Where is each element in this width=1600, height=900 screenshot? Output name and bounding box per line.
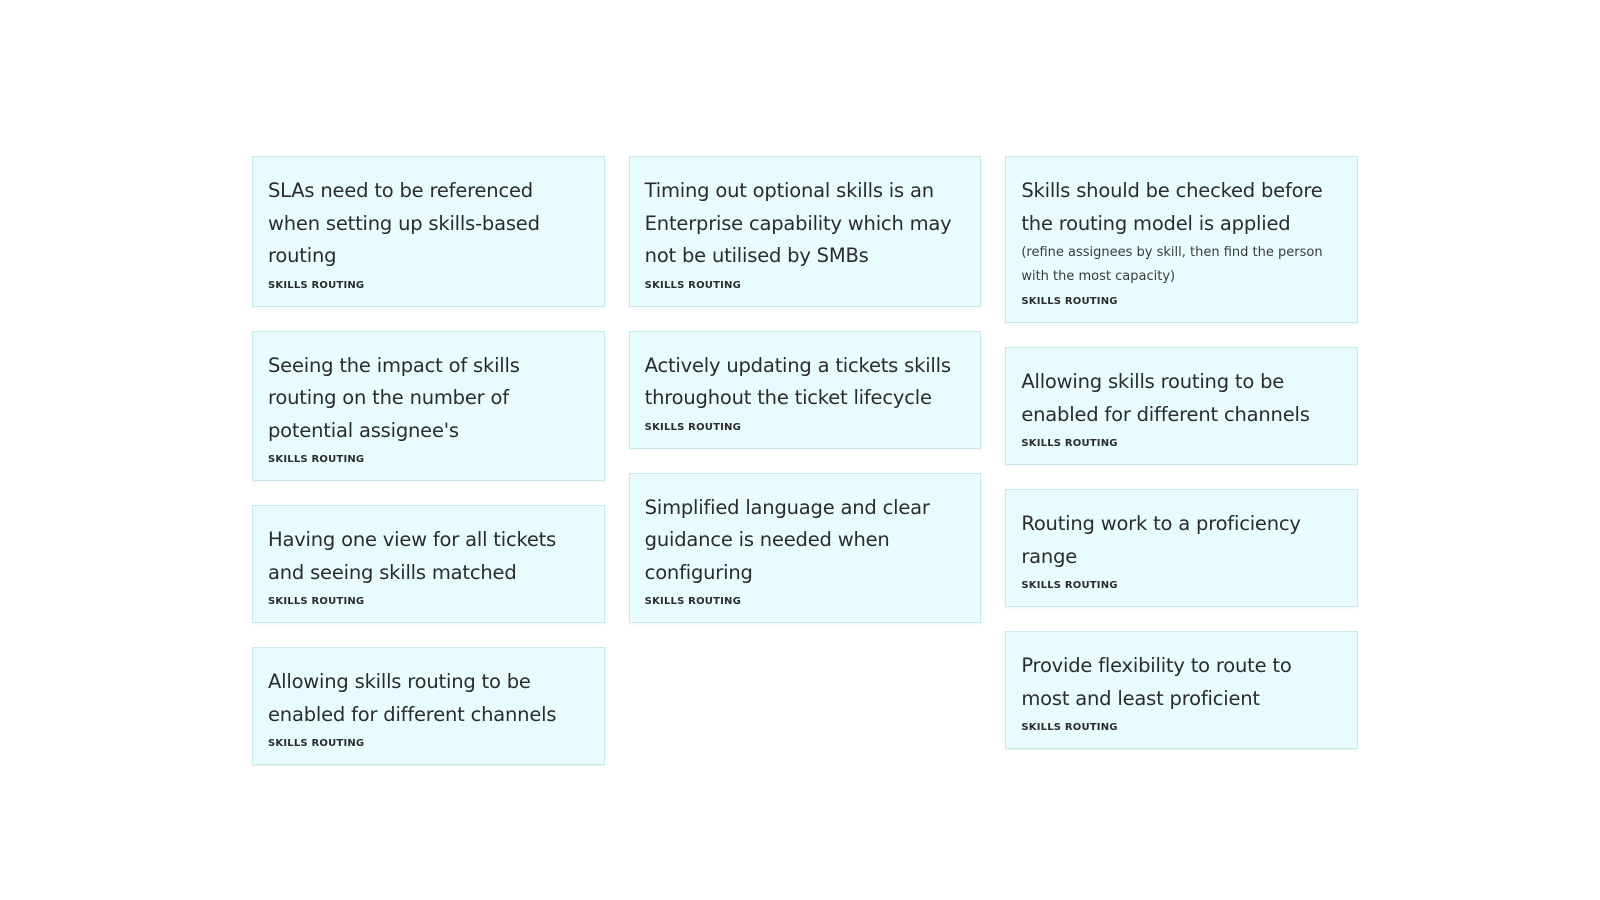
sticky-note[interactable] [629,331,982,449]
note-tag: SKILLS ROUTING [644,421,742,433]
note-tag: SKILLS ROUTING [268,596,365,607]
note-tag: SKILLS ROUTING [268,738,365,749]
note-tag: SKILLS ROUTING [1021,438,1118,449]
note-text: Routing work to a proficiency range [1021,512,1301,568]
sticky-note-board [252,156,1358,765]
column-3 [1005,156,1358,765]
note-tag: SKILLS ROUTING [1021,722,1118,733]
column-2 [629,156,982,765]
sticky-note[interactable] [252,331,605,482]
note-text: Timing out optional skills is an Enterprise capability which may not be utilised by SMBs [644,179,952,267]
sticky-note[interactable] [1005,489,1358,607]
sticky-note[interactable] [1005,156,1358,323]
note-text: Having one view for all tickets and seeing skills matched [268,528,557,584]
sticky-note[interactable] [252,156,605,307]
sticky-note[interactable] [629,473,982,624]
sticky-note[interactable] [252,505,605,623]
note-tag: SKILLS ROUTING [268,279,365,291]
column-1 [252,156,605,765]
sticky-note[interactable] [1005,631,1358,749]
note-text: Allowing skills routing to be enabled for different channels [1021,370,1310,426]
note-text: SLAs need to be referenced when setting up skills-based routing [268,179,540,267]
note-tag: SKILLS ROUTING [268,454,365,465]
sticky-note[interactable] [252,647,605,765]
note-subtext: (refine assignees by skill, then find the person with the most capacity) [1021,245,1323,284]
note-tag: SKILLS ROUTING [1021,580,1118,591]
sticky-note[interactable] [1005,347,1358,465]
note-text: Skills should be checked before the routing model is applied [1021,179,1323,235]
note-tag: SKILLS ROUTING [644,596,742,607]
note-text: Actively updating a tickets skills throughout the ticket lifecycle [644,353,951,409]
note-text: Allowing skills routing to be enabled for different channels [268,670,557,726]
sticky-note[interactable] [629,156,982,307]
note-text: Provide flexibility to route to most and least proficient [1021,654,1292,710]
note-text: Seeing the impact of skills routing on the number of potential assignee's [268,353,520,442]
note-tag: SKILLS ROUTING [1021,296,1118,307]
note-tag: SKILLS ROUTING [644,279,742,291]
note-text: Simplified language and clear guidance is needed when configuring [644,495,930,584]
